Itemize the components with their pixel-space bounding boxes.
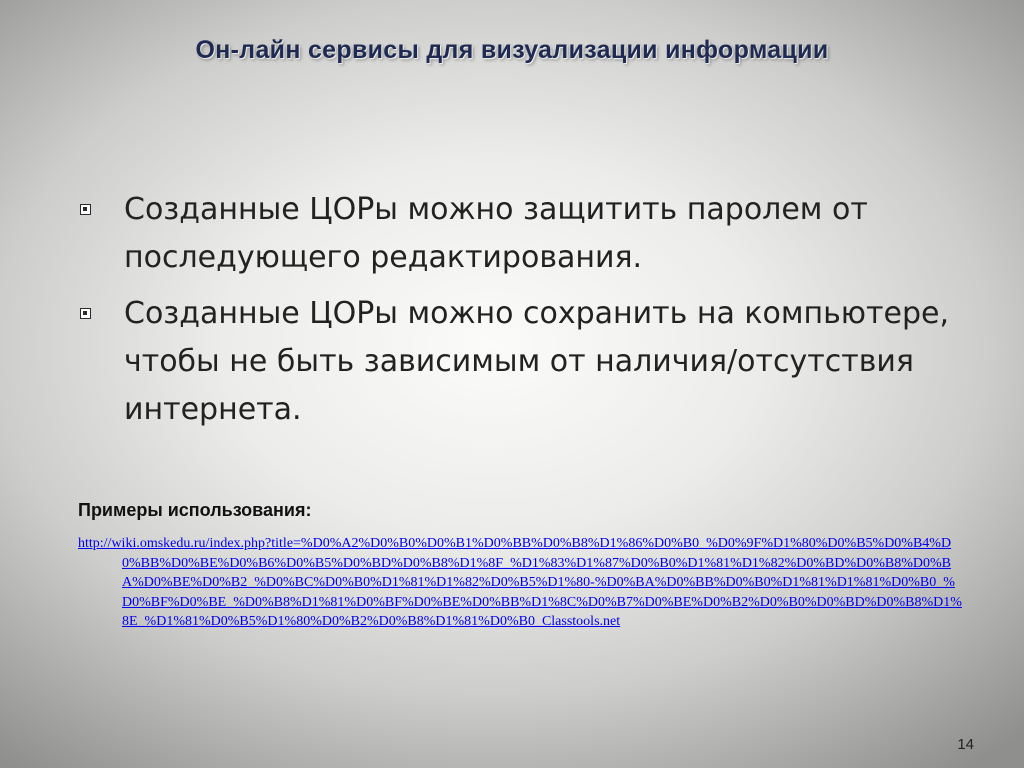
example-link[interactable]: http://wiki.omskedu.ru/index.php?title=%D0%A2%D0%B0%D0%B1%D0%BB%D0%B8%D1%86%D0%B0_%D0%9F%D1%80%D0%B5%D0%B4%D0%BB%D0%BE%D0%B6%D0%B5%D0%BD%D0%B8%D1%8F_%D1%83%D1%87%D0%B0%D1%81%D1%82%D0%BD%D0%B8%D0%BA%D0%BE%D0%B2_%D0%BC%D0%B0%D1%81%D1%82%D0%B5%D1%80-%D0%BA%D0%BB%D0%B0%D1%81%D1%81%D0%B0_%D0%BF%D0%BE_%D0%B8%D1%81%D0%BF%D0%BE%D0%BB%D1%8C%D0%B7%D0%BE%D0%B2%D0%B0%D0%BD%D0%B8%D1%8E_%D1%81%D0%B5%D1%80%D0%B2%D0%B8%D1%81%D0%B0_Classtools.net	[78, 536, 962, 629]
square-bullet-icon	[80, 204, 91, 215]
slide-title: Он-лайн сервисы для визуализации информации	[195, 36, 829, 64]
bullet-item	[80, 186, 960, 282]
square-bullet-icon	[80, 308, 91, 319]
bullet-item	[80, 290, 960, 434]
bullet-text: Созданные ЦОРы можно защитить паролем от последующего редактирования.	[124, 192, 868, 275]
bullet-list	[80, 186, 960, 442]
page-number: 14	[957, 736, 974, 753]
examples-heading: Примеры использования:	[78, 500, 312, 520]
bullet-text: Созданные ЦОРы можно сохранить на компьютере, чтобы не быть зависимым от наличия/отсутствия интернета.	[124, 296, 950, 427]
